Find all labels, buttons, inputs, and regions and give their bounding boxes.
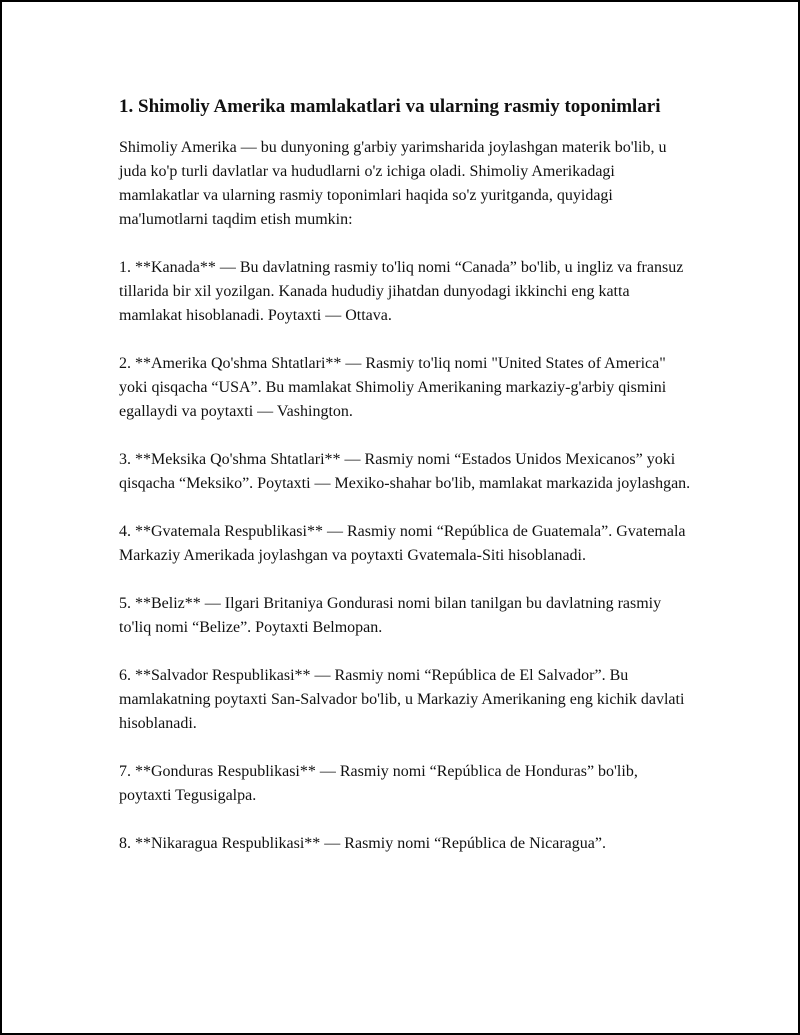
document-body	[119, 94, 694, 880]
list-item-canada: 1. **Kanada** — Bu davlatning rasmiy to'liq nomi “Canada” bo'lib, u ingliz va fransuz tillarida bir xil yozilgan. Kanada hududiy jihatdan dunyodagi ikkinchi eng katta mamlakat hisoblanadi. Poytaxti — Ottava.	[119, 259, 684, 324]
list-item-honduras: 7. **Gonduras Respublikasi** — Rasmiy nomi “República de Honduras” bo'lib, poytaxti Tegusigalpa.	[119, 763, 638, 804]
list-item-mexico: 3. **Meksika Qo'shma Shtatlari** — Rasmiy nomi “Estados Unidos Mexicanos” yoki qisqacha “Meksiko”. Poytaxti — Mexiko-shahar bo'lib, mamlakat markazida joylashgan.	[119, 451, 691, 492]
intro-paragraph: Shimoliy Amerika — bu dunyoning g'arbiy yarimsharida joylashgan materik bo'lib, u juda ko'p turli davlatlar va hududlarni o'z ichiga oladi. Shimoliy Amerikadagi mamlakatlar va ularning rasmiy toponimlari haqida so'z yuritganda, quyidagi ma'lumotlarni taqdim etish mumkin:	[119, 139, 667, 228]
list-item-el-salvador: 6. **Salvador Respublikasi** — Rasmiy nomi “República de El Salvador”. Bu mamlakatning poytaxti San-Salvador bo'lib, u Markaziy Amerikaning eng kichik davlati hisoblanadi.	[119, 667, 685, 732]
document-title: 1. Shimoliy Amerika mamlakatlari va ularning rasmiy toponimlari	[119, 96, 661, 117]
list-item-nicaragua: 8. **Nikaragua Respublikasi** — Rasmiy nomi “República de Nicaragua”.	[119, 835, 606, 852]
list-item-guatemala: 4. **Gvatemala Respublikasi** — Rasmiy nomi “República de Guatemala”. Gvatemala Markaziy Amerikada joylashgan va poytaxti Gvatemala-Siti hisoblanadi.	[119, 523, 686, 564]
list-item-belize: 5. **Beliz** — Ilgari Britaniya Gondurasi nomi bilan tanilgan bu davlatning rasmiy to'liq nomi “Belize”. Poytaxti Belmopan.	[119, 595, 662, 636]
list-item-usa: 2. **Amerika Qo'shma Shtatlari** — Rasmiy to'liq nomi "United States of America" yoki qisqacha “USA”. Bu mamlakat Shimoliy Amerikaning markaziy-g'arbiy qismini egallaydi va poytaxti — Vashington.	[119, 355, 667, 420]
